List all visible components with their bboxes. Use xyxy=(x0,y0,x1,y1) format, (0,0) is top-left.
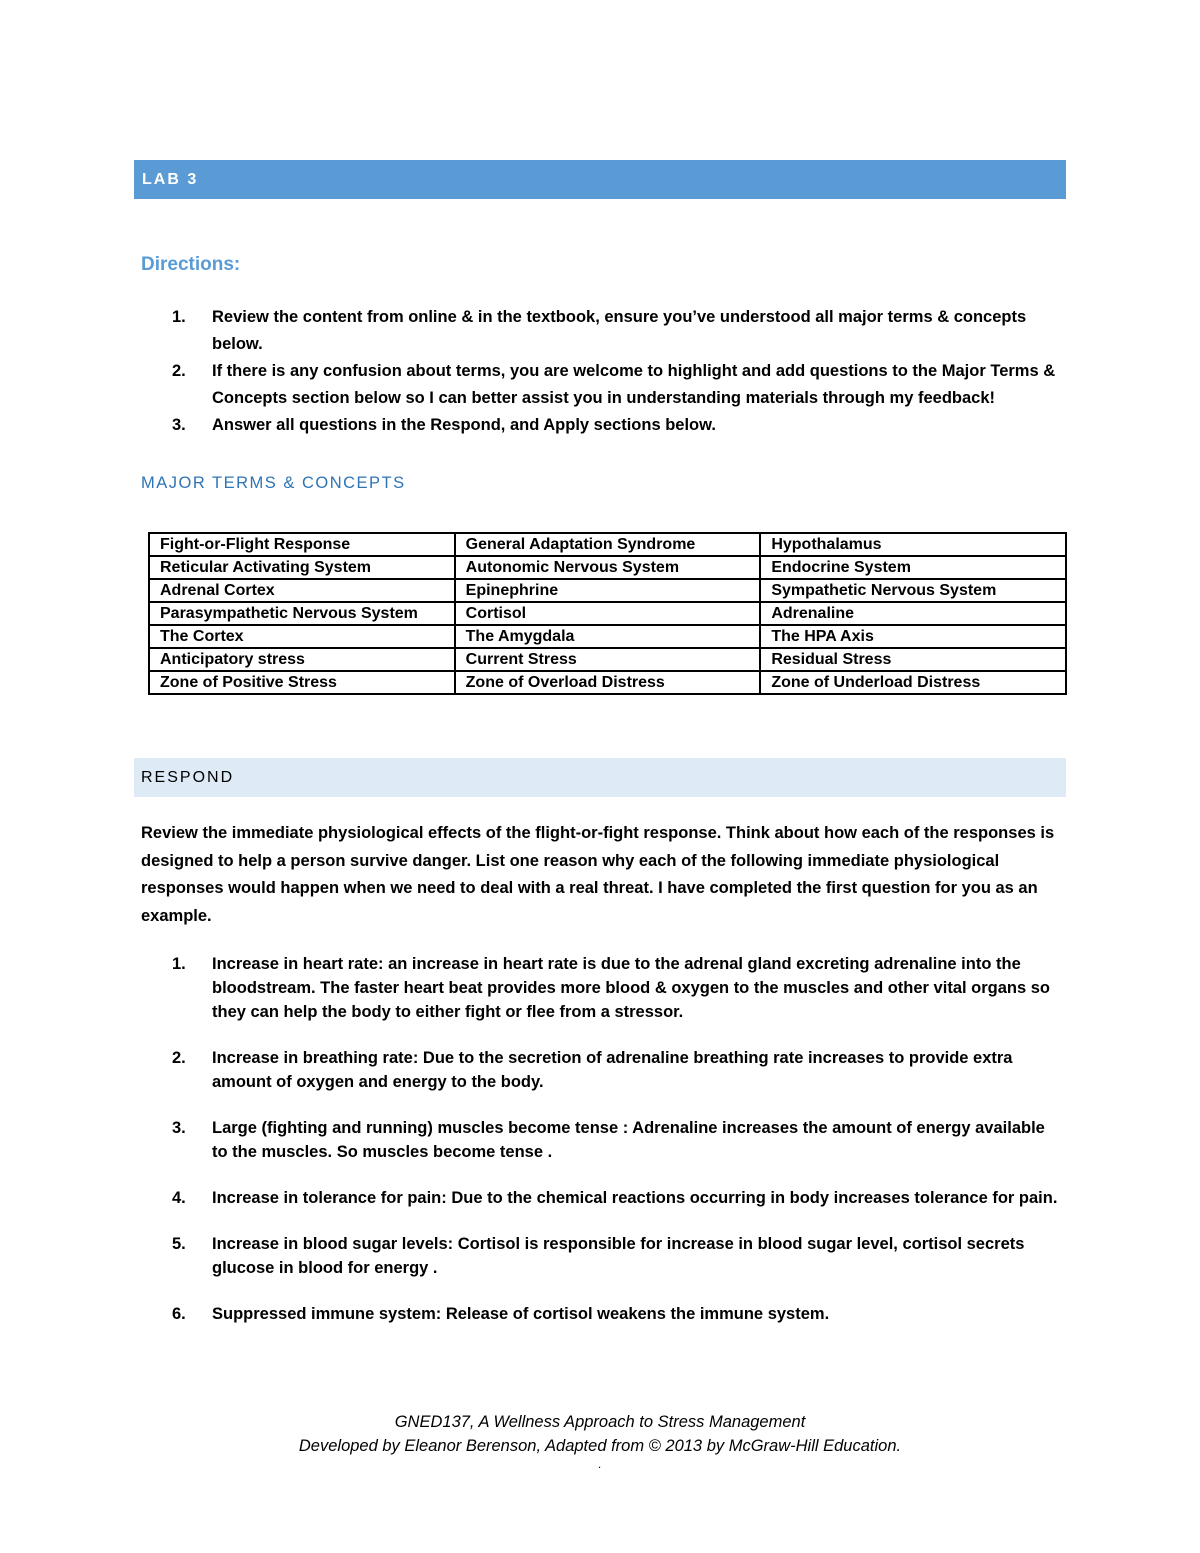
list-item xyxy=(172,1186,1062,1210)
footer-mark: . xyxy=(598,1457,602,1471)
table-row xyxy=(149,648,1066,671)
table-cell: Adrenaline xyxy=(760,602,1066,625)
list-item xyxy=(172,1046,1062,1094)
table-cell: Anticipatory stress xyxy=(149,648,455,671)
table-cell: General Adaptation Syndrome xyxy=(455,533,761,556)
table-cell: The Amygdala xyxy=(455,625,761,648)
table-row xyxy=(149,579,1066,602)
respond-list xyxy=(172,952,1062,1348)
table-cell: Parasympathetic Nervous System xyxy=(149,602,455,625)
table-cell: Reticular Activating System xyxy=(149,556,455,579)
table-cell: Zone of Positive Stress xyxy=(149,671,455,694)
table-cell: Cortisol xyxy=(455,602,761,625)
table-row xyxy=(149,671,1066,694)
table-cell: Adrenal Cortex xyxy=(149,579,455,602)
table-cell: Epinephrine xyxy=(455,579,761,602)
respond-header-bar xyxy=(134,758,1066,797)
table-row xyxy=(149,533,1066,556)
list-number: 1. xyxy=(172,955,186,973)
respond-intro: Review the immediate physiological effects of the flight-or-fight response. Think about how each of the responses is designed to help a person survive danger. List one reason why each of the following immediate physiological responses would happen when we need to deal with a real threat. I have completed the first question for you as an example. xyxy=(141,824,1055,925)
table-row xyxy=(149,602,1066,625)
list-item-text: Suppressed immune system: Release of cortisol weakens the immune system. xyxy=(212,1305,830,1323)
list-item xyxy=(172,358,1062,412)
list-number: 6. xyxy=(172,1305,186,1323)
table-cell: Endocrine System xyxy=(760,556,1066,579)
list-item-text: Increase in tolerance for pain: Due to the chemical reactions occurring in body increases tolerance for pain. xyxy=(212,1189,1058,1207)
list-number: 2. xyxy=(172,1049,186,1067)
lab-title: LAB 3 xyxy=(142,170,199,188)
lab-header-bar xyxy=(134,160,1066,199)
table-cell: Sympathetic Nervous System xyxy=(760,579,1066,602)
list-item-text: Increase in blood sugar levels: Cortisol is responsible for increase in blood sugar level, cortisol secrets glucose in blood for energy . xyxy=(212,1235,1025,1277)
respond-title: RESPOND xyxy=(141,768,235,786)
list-item xyxy=(172,1116,1062,1164)
table-cell: Zone of Underload Distress xyxy=(760,671,1066,694)
list-item xyxy=(172,304,1062,358)
list-item xyxy=(172,1302,1062,1326)
table-cell: Residual Stress xyxy=(760,648,1066,671)
list-item xyxy=(172,1232,1062,1280)
list-number: 1. xyxy=(172,308,186,326)
list-item-text: Review the content from online & in the textbook, ensure you’ve understood all major terms & concepts below. xyxy=(212,308,1027,353)
page-footer xyxy=(0,1410,1200,1470)
list-number: 3. xyxy=(172,416,186,434)
table-cell: Hypothalamus xyxy=(760,533,1066,556)
footer-course-line: GNED137, A Wellness Approach to Stress Management xyxy=(394,1413,806,1431)
list-item-text: If there is any confusion about terms, you are welcome to highlight and add questions to the Major Terms & Concepts section below so I can better assist you in understanding materials through my feedback! xyxy=(212,362,1056,407)
table-cell: Current Stress xyxy=(455,648,761,671)
directions-list xyxy=(172,304,1062,439)
list-number: 3. xyxy=(172,1119,186,1137)
list-number: 5. xyxy=(172,1235,186,1253)
list-number: 2. xyxy=(172,362,186,380)
table-cell: The Cortex xyxy=(149,625,455,648)
table-cell: The HPA Axis xyxy=(760,625,1066,648)
footer-credit-line: Developed by Eleanor Berenson, Adapted from © 2013 by McGraw-Hill Education. xyxy=(298,1437,902,1455)
major-terms-heading: MAJOR TERMS & CONCEPTS xyxy=(141,474,406,492)
list-item-text: Answer all questions in the Respond, and Apply sections below. xyxy=(212,416,716,434)
list-item xyxy=(172,952,1062,1024)
table-cell: Fight-or-Flight Response xyxy=(149,533,455,556)
list-item-text: Increase in breathing rate: Due to the secretion of adrenaline breathing rate increases to provide extra amount of oxygen and energy to the body. xyxy=(212,1049,1013,1091)
list-item xyxy=(172,412,1062,439)
list-item-text: Increase in heart rate: an increase in heart rate is due to the adrenal gland excreting adrenaline into the bloodstream. The faster heart beat provides more blood & oxygen to the muscles and other vital organs so they can help the body to either fight or flee from a stressor. xyxy=(212,955,1051,1021)
table-row xyxy=(149,625,1066,648)
table-cell: Autonomic Nervous System xyxy=(455,556,761,579)
table-row xyxy=(149,556,1066,579)
terms-table xyxy=(148,532,1067,695)
list-item-text: Large (fighting and running) muscles become tense : Adrenaline increases the amount of energy available to the muscles. So muscles become tense . xyxy=(212,1119,1045,1161)
list-number: 4. xyxy=(172,1189,186,1207)
directions-heading: Directions: xyxy=(141,254,241,275)
table-cell: Zone of Overload Distress xyxy=(455,671,761,694)
